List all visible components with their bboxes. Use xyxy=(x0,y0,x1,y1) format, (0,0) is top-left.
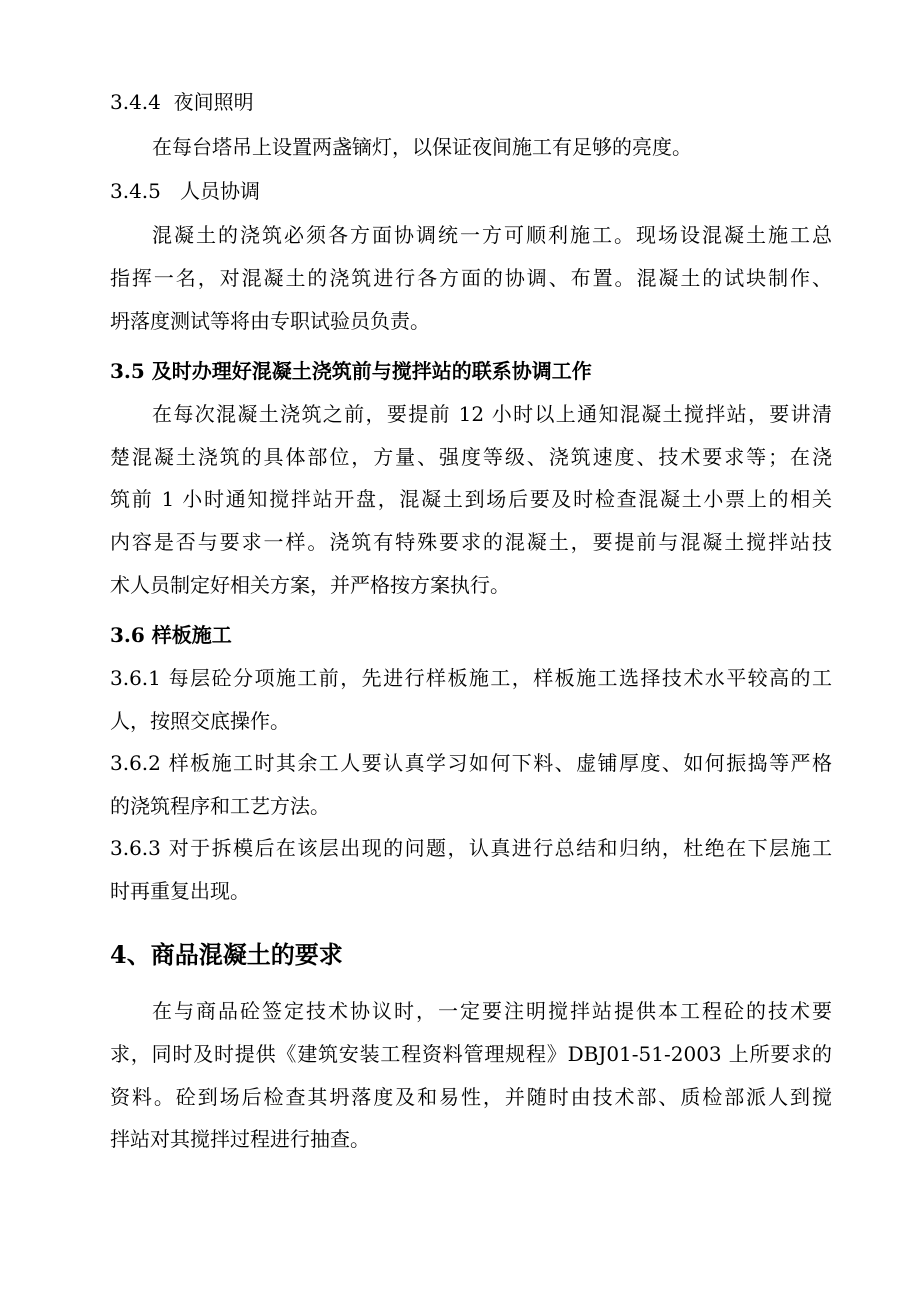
paragraph-line: 资料。砼到场后检查其坍落度及和易性，并随时由技术部、质检部派人到搅 xyxy=(110,1085,832,1109)
paragraph-line: 混凝土的浇筑必须各方面协调统一方可顺利施工。现场设混凝土施工总 xyxy=(152,223,832,247)
paragraph-line: 坍落度测试等将由专职试验员负责。 xyxy=(110,309,430,333)
paragraph-line: 求，同时及时提供《建筑安装工程资料管理规程》DBJ01-51-2003 上所要求的 xyxy=(110,1042,832,1066)
paragraph-line: 拌站对其搅拌过程进行抽查。 xyxy=(110,1127,370,1151)
section-3-4-4-heading xyxy=(110,89,254,115)
section-3-4-4-body: 在每台塔吊上设置两盏镝灯，以保证夜间施工有足够的亮度。 xyxy=(152,135,692,159)
section-3-5-heading: 3.5 及时办理好混凝土浇筑前与搅拌站的联系协调工作 xyxy=(110,359,592,383)
list-item-line: 3.6.1 每层砼分项施工前，先进行样板施工，样板施工选择技术水平较高的工 xyxy=(110,666,832,690)
list-item-line: 人，按照交底操作。 xyxy=(110,709,290,733)
paragraph-line: 指挥一名，对混凝土的浇筑进行各方面的协调、布置。混凝土的试块制作、 xyxy=(110,266,832,290)
paragraph-line: 内容是否与要求一样。浇筑有特殊要求的混凝土，要提前与混凝土搅拌站技 xyxy=(110,530,832,554)
section-number: 3.4.4 xyxy=(110,90,161,114)
paragraph-line: 楚混凝土浇筑的具体部位，方量、强度等级、浇筑速度、技术要求等；在浇 xyxy=(110,445,832,469)
section-number: 3.4.5 xyxy=(110,179,161,203)
section-3-6-heading: 3.6 样板施工 xyxy=(110,623,232,647)
section-4-heading: 4、商品混凝土的要求 xyxy=(110,940,343,969)
list-item-line: 3.6.3 对于拆模后在该层出现的问题，认真进行总结和归纳，杜绝在下层施工 xyxy=(110,836,832,860)
section-3-4-5-heading xyxy=(110,178,260,204)
paragraph-line: 在与商品砼签定技术协议时，一定要注明搅拌站提供本工程砼的技术要 xyxy=(152,999,832,1023)
list-item-line: 时再重复出现。 xyxy=(110,879,250,903)
paragraph-line: 在每次混凝土浇筑之前，要提前 12 小时以上通知混凝土搅拌站，要讲清 xyxy=(152,402,832,426)
section-title: 夜间照明 xyxy=(173,90,254,114)
list-item-line: 的浇筑程序和工艺方法。 xyxy=(110,794,330,818)
section-title: 人员协调 xyxy=(179,179,260,203)
paragraph-line: 筑前 1 小时通知搅拌站开盘，混凝土到场后要及时检查混凝土小票上的相关 xyxy=(110,487,832,511)
list-item-line: 3.6.2 样板施工时其余工人要认真学习如何下料、虚铺厚度、如何振捣等严格 xyxy=(110,751,832,775)
paragraph-line: 术人员制定好相关方案，并严格按方案执行。 xyxy=(110,573,510,597)
